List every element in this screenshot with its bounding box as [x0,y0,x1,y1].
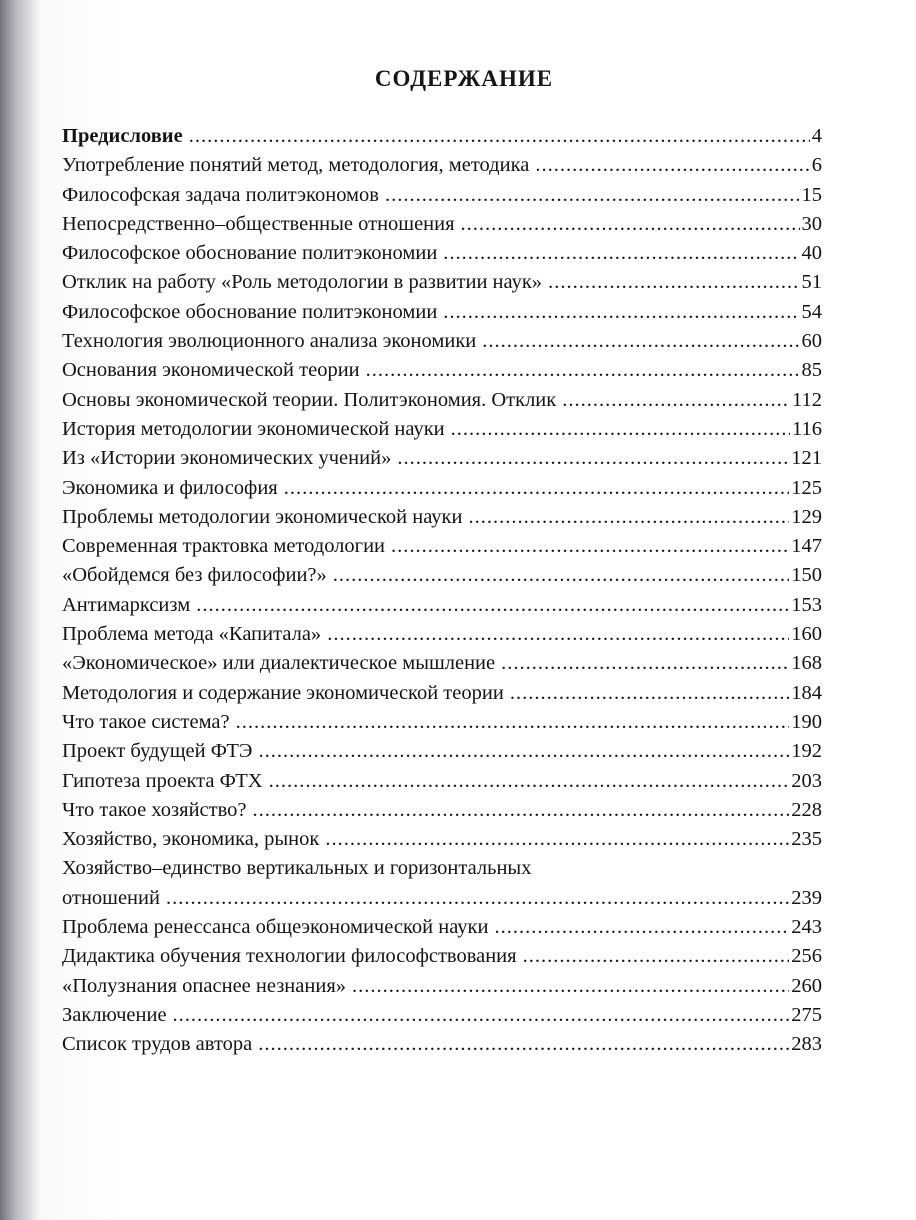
leader-dots [535,151,809,180]
toc-entry-page: 125 [791,476,822,499]
toc-entry-page: 203 [791,769,822,792]
toc-entry [62,503,822,532]
toc-entry [62,298,822,327]
toc-entry [62,151,822,180]
toc-entry-title: Технология эволюционного анализа экономики [62,330,477,353]
toc-entry-title: Антимарксизм [62,593,191,616]
toc-entry-title: Проблема ренессанса общеэкономической науки [62,916,489,939]
toc-entry [62,796,822,825]
toc-entry-title: Экономика и философия [62,476,278,499]
toc-entry [62,972,822,1001]
leader-dots [325,825,789,854]
leader-dots [333,561,789,590]
toc-entry-title: Что такое хозяйство? [62,798,247,821]
toc-entry-page: 153 [791,593,822,616]
toc-entry-page: 85 [801,359,822,382]
toc-entry [62,767,822,796]
toc-entry-page: 40 [801,242,822,265]
toc-entry-title: Предисловие [62,125,183,147]
toc-entry-title: Употребление понятий метод, методология, методика [62,154,530,177]
toc-entry [62,825,822,854]
toc-entry-title: Хозяйство, экономика, рынок [62,828,320,851]
toc-entry [62,210,822,239]
toc-entry-page: 121 [791,447,822,470]
toc-entry [62,444,822,473]
toc-entry [62,122,822,151]
toc-entry-title-line1: Хозяйство–единство вертикальных и горизонтальных [62,857,532,880]
toc-entry [62,532,822,561]
toc-entry-title: Что такое система? [62,710,230,733]
leader-dots [385,181,800,210]
toc-entry-title: Методология и содержание экономической теории [62,681,504,704]
toc-entry [62,913,822,942]
toc-entry-title: Основания экономической теории [62,359,360,382]
toc-entry-page: 275 [791,1003,822,1026]
leader-dots [482,327,799,356]
leader-dots [284,474,790,503]
toc-entry [62,561,822,590]
toc-entry-page: 30 [801,212,822,235]
leader-dots [258,1030,789,1059]
toc-entry-title: Список трудов автора [62,1033,253,1056]
toc-entry-page: 4 [811,125,822,147]
toc-entry-page: 256 [791,945,822,968]
toc-entry-title: Отклик на работу «Роль методологии в развитии наук» [62,271,543,294]
toc-entry [62,356,822,385]
toc-entry-page: 54 [801,300,822,323]
toc-entry-title-line2: отношений [62,886,160,909]
toc-entry [62,737,822,766]
toc-entry-title: Заключение [62,1003,167,1026]
toc-entry-page: 184 [791,681,822,704]
toc-entry-page: 60 [801,330,822,353]
toc-entry-page: 283 [791,1033,822,1056]
toc-entry [62,415,822,444]
toc-entry [62,620,822,649]
toc-entry [62,649,822,678]
toc-entry-page: 192 [791,740,822,763]
leader-dots [173,1001,790,1030]
leader-dots [236,708,790,737]
toc-entry-page: 51 [801,271,822,294]
toc-entry [62,708,822,737]
toc-entry [62,1030,822,1059]
toc-entry [62,268,822,297]
leader-dots [451,415,790,444]
toc-entry-title: «Обойдемся без философии?» [62,564,327,587]
toc-entry-title: «Полузнания опаснее незнания» [62,974,346,997]
toc-entry-title: Философская задача политэкономов [62,183,379,206]
leader-dots [548,268,799,297]
leader-dots [501,649,789,678]
toc-entry-page: 190 [791,710,822,733]
toc-entry-title: Дидактика обучения технологии философствования [62,945,517,968]
toc-entry-page: 116 [792,417,822,440]
leader-dots [443,298,799,327]
toc-entry-title: Философское обоснование политэкономии [62,242,438,265]
leader-dots [523,942,790,971]
toc-entry-title: Проблема метода «Капитала» [62,623,322,646]
leader-dots [366,356,800,385]
toc-entry [62,239,822,268]
leader-dots [253,796,790,825]
leader-dots [327,620,789,649]
toc-entry [62,181,822,210]
toc-entry [62,679,822,708]
leader-dots [258,737,789,766]
leader-dots [443,239,799,268]
leader-dots [461,210,800,239]
leader-dots [352,972,789,1001]
toc-entry [62,1001,822,1030]
toc-entry-page: 160 [791,623,822,646]
toc-entry-title: Из «Истории экономических учений» [62,447,392,470]
toc-entry-page: 147 [791,535,822,558]
toc-entry-page: 260 [791,974,822,997]
binding-shadow [0,0,40,1220]
toc-entry-title: История методологии экономической науки [62,417,445,440]
toc-entry [62,327,822,356]
page-title: СОДЕРЖАНИЕ [374,66,554,91]
toc-entry-title: Гипотеза проекта ФТХ [62,769,263,792]
leader-dots [166,884,789,913]
toc-entry [62,854,822,913]
leader-dots [562,386,790,415]
leader-dots [189,122,810,151]
leader-dots [391,532,789,561]
leader-dots [510,679,789,708]
toc-entry-title: Непосредственно–общественные отношения [62,212,455,235]
toc-entry-page: 243 [791,916,822,939]
toc-entry [62,474,822,503]
toc-entry-page: 15 [801,183,822,206]
toc-entry-title: Проблемы методологии экономической науки [62,505,463,528]
toc-entry-page: 112 [792,388,822,411]
leader-dots [468,503,789,532]
toc-entry-page: 228 [791,798,822,821]
leader-dots [494,913,789,942]
table-of-contents [62,122,822,1060]
leader-dots [196,591,789,620]
toc-entry [62,942,822,971]
toc-entry-title: Современная трактовка методологии [62,535,386,558]
toc-entry-page: 239 [791,886,822,909]
toc-entry-page: 6 [811,154,822,177]
toc-entry-title: Философское обоснование политэкономии [62,300,438,323]
toc-entry-page: 168 [791,652,822,675]
toc-entry [62,386,822,415]
leader-dots [397,444,789,473]
toc-entry-page: 129 [791,505,822,528]
toc-entry-page: 235 [791,828,822,851]
toc-entry-title: Проект будущей ФТЭ [62,740,253,763]
toc-entry [62,591,822,620]
leader-dots [269,767,790,796]
toc-entry-page: 150 [791,564,822,587]
toc-entry-title: Основы экономической теории. Политэкономия. Отклик [62,388,557,411]
toc-entry-title: «Экономическое» или диалектическое мышление [62,652,496,675]
